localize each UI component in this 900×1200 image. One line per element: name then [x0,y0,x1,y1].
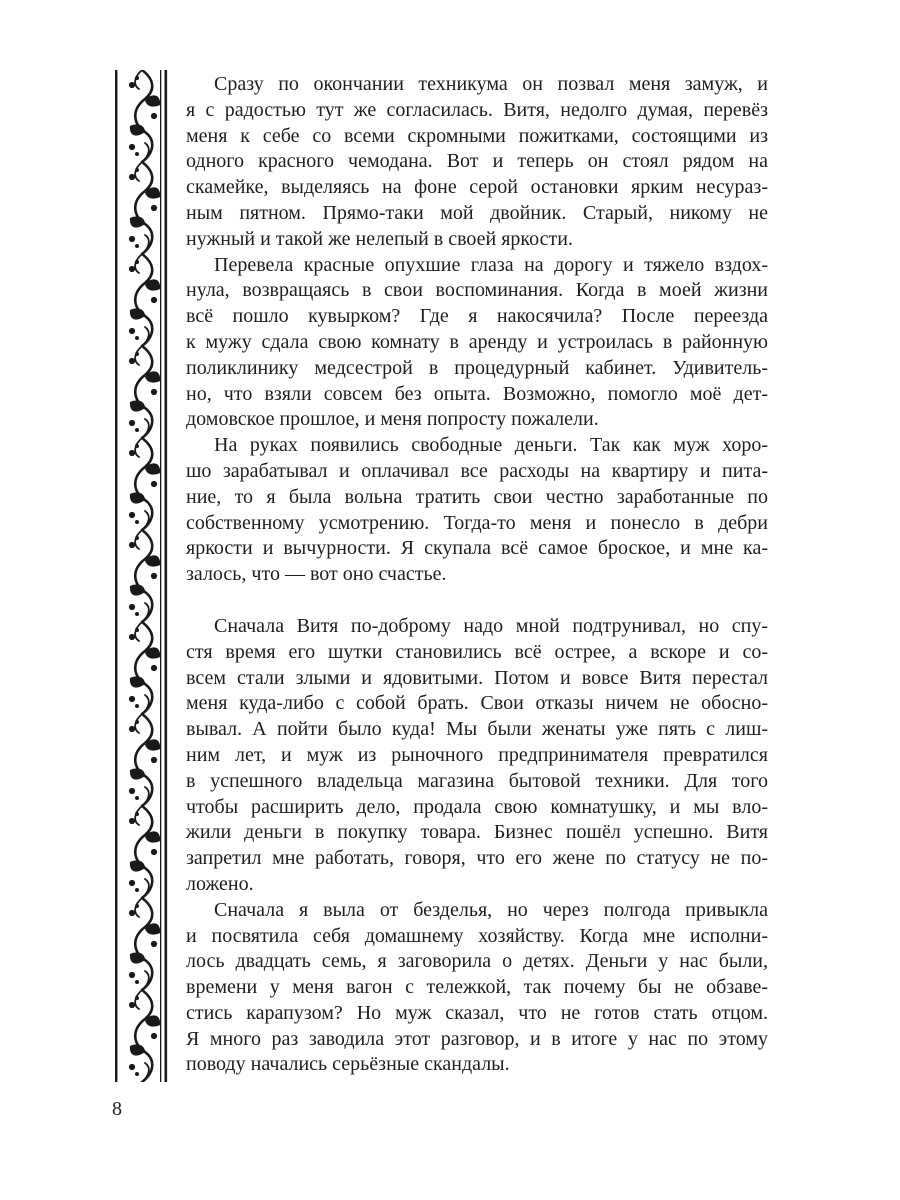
text-line: Я много раз заводила этот разговор, и в итоге у нас по этому [186,1027,768,1050]
text-line: всё пошло кувырком? Где я накосячила? После переезда [186,305,768,328]
text-line: ным пятном. Прямо-таки мой двойник. Старый, никому не [186,201,768,224]
floral-border-ornament [114,70,168,1082]
paragraph [186,72,768,253]
text-line: Перевела красные опухшие глаза на дорогу и тяжело вздох- [214,253,768,276]
text-line: яркости и вычурности. Я скупала всё самое броское, и мне ка- [186,537,768,560]
text-line: ложено. [186,872,254,895]
text-line: скамейке, выделяясь на фоне серой остановки ярким несураз- [186,176,768,199]
text-line: времени у меня вагон с тележкой, так почему бы не обзаве- [186,976,768,999]
text-line: Сразу по окончании техникума он позвал меня замуж, и [214,73,768,95]
text-line: залось, что — вот оно счастье. [186,563,447,586]
paragraph [186,253,768,434]
text-line: меня к себе со всеми скромными пожитками, состоящими из [186,124,768,147]
text-line: ним лет, и муж из рыночного предпринимателя превратился [186,743,768,766]
text-line: домовское прошлое, и меня попросту пожалели. [186,408,599,431]
text-line: я с радостью тут же согласилась. Витя, недолго думая, перевёз [186,98,768,121]
text-line: запретил мне работать, говоря, что его жене по статусу не по- [186,847,768,870]
text-line: стя время его шутки становились всё острее, а вскоре и со- [186,640,768,663]
page-number: 8 [112,1098,122,1120]
text-line: шо зарабатывал и оплачивал все расходы на квартиру и пита- [186,459,768,482]
text-line: к мужу сдала свою комнату в аренду и устроилась в районную [186,330,768,353]
text-line: лось двадцать семь, я заговорила о детях. Деньги у нас были, [186,950,768,973]
text-line: вывал. А пойти было куда! Мы были женаты уже пять с лиш- [186,718,768,741]
paragraph [186,433,768,588]
text-line: в успешного владельца магазина бытовой техники. Для того [186,769,768,792]
text-line: нула, возвращаясь в свои воспоминания. Когда в моей жизни [186,279,768,302]
text-line: одного красного чемодана. Вот и теперь он стоял рядом на [186,150,768,173]
text-line: стись карапузом? Но муж сказал, что не готов стать отцом. [186,1001,768,1024]
text-line: нужный и такой же нелепый в своей яркости. [186,227,573,250]
text-line: поликлинику медсестрой в процедурный кабинет. Удивитель- [186,356,768,379]
paragraph [186,614,768,898]
text-line: поводу начались серьёзные скандалы. [186,1053,510,1076]
text-line: собственному усмотрению. Тогда-то меня и понесло в дебри [186,511,768,534]
text-line: и посвятила себя домашнему хозяйству. Когда мне исполни- [186,924,768,947]
text-line: На руках появились свободные деньги. Так как муж хоро- [214,434,768,457]
text-column [186,72,768,1078]
floral-vine-icon [114,70,168,1082]
text-line: всем стали злыми и ядовитыми. Потом и вовсе Витя перестал [186,666,768,689]
paragraph [186,898,768,1079]
text-line: меня куда-либо с собой брать. Свои отказы ничем не обосно- [186,692,768,715]
text-line: Сначала Витя по-доброму надо мной подтрунивал, но спу- [214,614,768,637]
text-line: но, что взяли совсем без опыта. Возможно, помогло моё дет- [186,382,768,405]
text-line: Сначала я выла от безделья, но через полгода привыкла [214,898,768,921]
text-line: чтобы расширить дело, продала свою комнатушку, и мы вло- [186,795,768,818]
text-line: ние, то я была вольна тратить свои честно заработанные по [186,485,768,508]
text-line: жили деньги в покупку товара. Бизнес пошёл успешно. Витя [186,821,768,844]
